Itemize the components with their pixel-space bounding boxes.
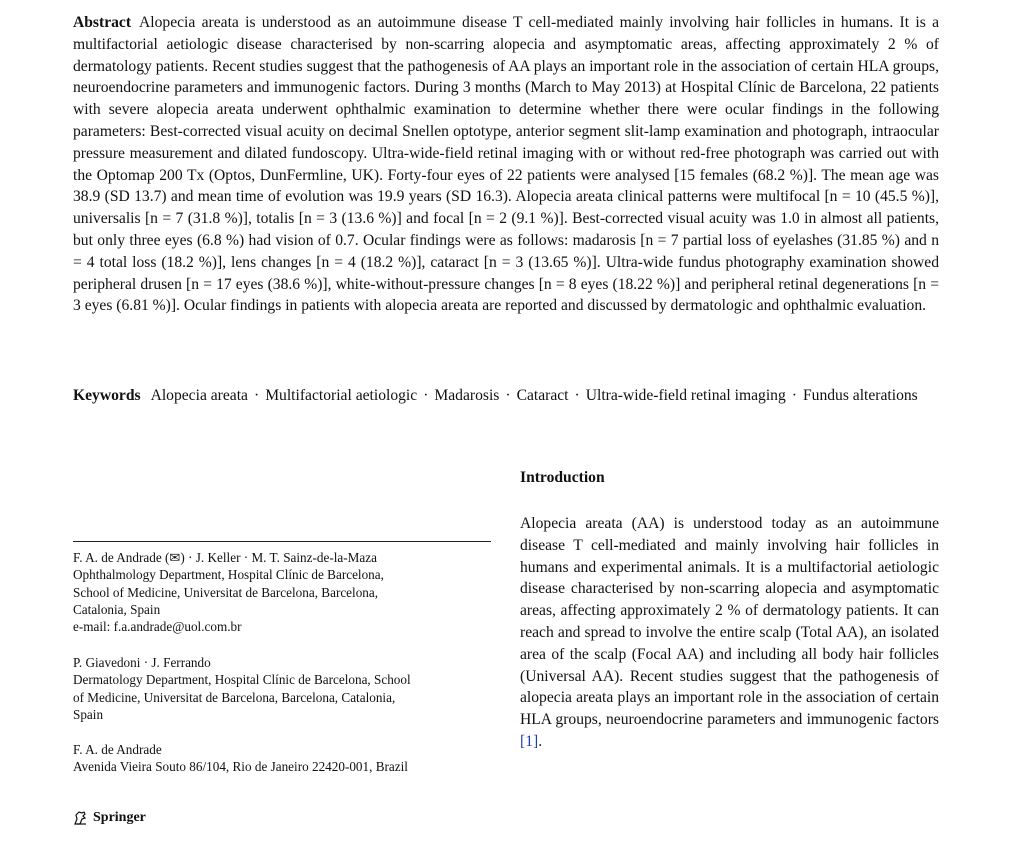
introduction-body: Alopecia areata (AA) is understood today as an autoimmune disease T cell-mediated and mainly involving hair follicles in humans and experimental animals. It is a multifactorial aetiologic disease characterised by non-scarring alopecia and asymptomatic areas, affecting approximately 2 % of dermatology patients. It can reach and spread to involve the entire scalp (Total AA), an isolated area of the scalp (Focal AA) and including all body hair follicles (Universal AA). Recent studies suggest that the pathogenesis of alopecia areata plays an important role in the association of certain HLA groups, neuroendocrine parameters and immunogenic factors <box>520 515 939 729</box>
keyword-separator: · <box>423 387 429 404</box>
affiliation-authors: F. A. de Andrade <box>73 742 162 757</box>
keyword-item: Fundus alterations <box>802 387 918 404</box>
affiliation-line: School of Medicine, Universitat de Barcelona, Barcelona, <box>73 584 379 600</box>
keyword-separator: · <box>574 387 580 404</box>
affiliation-block <box>73 549 493 635</box>
affiliation-email[interactable]: e-mail: f.a.andrade@uol.com.br <box>73 619 242 635</box>
citation-link[interactable]: [1] <box>520 732 539 750</box>
affiliation-line: of Medicine, Universitat de Barcelona, Barcelona, Catalonia, <box>73 689 396 705</box>
abstract <box>73 12 939 317</box>
springer-horse-icon <box>73 810 89 826</box>
introduction-heading: Introduction <box>520 469 605 486</box>
affiliation-authors: F. A. de Andrade (✉) · J. Keller · M. T. Sainz-de-la-Maza <box>73 550 377 565</box>
keyword-separator: · <box>253 387 260 404</box>
affiliation-line: Catalonia, Spain <box>73 601 161 617</box>
affiliation-line: Avenida Vieira Souto 86/104, Rio de Janeiro 22420-001, Brazil <box>73 759 408 775</box>
keyword-item: Cataract <box>516 387 569 404</box>
keywords <box>73 385 939 407</box>
keywords-label: Keywords <box>73 387 141 404</box>
affiliation-line: Dermatology Department, Hospital Clínic de Barcelona, School <box>73 672 411 688</box>
abstract-label: Abstract <box>73 14 132 31</box>
introduction-end: . <box>538 732 543 750</box>
keyword-item: Multifactorial aetiologic <box>265 387 418 404</box>
keyword-item: Madarosis <box>434 387 500 404</box>
affiliation-line: Ophthalmology Department, Hospital Clínic de Barcelona, <box>73 567 384 583</box>
abstract-text: Alopecia areata is understood as an autoimmune disease T cell-mediated mainly involving hair follicles in humans. It is a multifactorial aetiologic disease characterised by non-scarring alopecia and asymptomatic areas, affecting approximately 2 % of dermatology patients. Recent studies suggest that the pathogenesis of AA plays an important role in the association of certain HLA groups, neuroendocrine parameters and immunogenic factors. During 3 months (March to May 2013) at Hospital Clínic de Barcelona, 22 patients with severe alopecia areata underwent ophthalmic examination to determine whether there were ocular findings in the following parameters: Best-corrected visual acuity on decimal Snellen optotype, anterior segment slit-lamp examination and photograph, intraocular pressure measurement and dilated fundoscopy. Ultra-wide-field retinal imaging with or without red-free photograph was carried out with the Optomap 200 Tx (Optos, DunFermline, UK). Forty-four eyes of 22 patients were analysed [15 females (68.2 %)]. The mean age was 38.9 (SD 13.7) and mean time of evolution was 19.9 years (SD 16.3). Alopecia areata clinical patterns were multifocal [n = 10 (45.5 %)], universalis [n = 7 (31.8 %)], totalis [n = 3 (13.6 %)] and focal [n = 2 (9.1 %)]. Best-corrected visual acuity was 1.0 in almost all patients, but only three eyes (6.8 %) had vision of 0.7. Ocular findings were as follows: madarosis [n = 7 partial loss of eyelashes (31.85 %) and n = 4 total loss (18.2 %)], lens changes [n = 4 (18.2 %)], cataract [n = 3 (13.65 %)]. Ultra-wide fundus photography examination showed peripheral drusen [n = 17 eyes (38.6 %)], white-without-pressure changes [n = 8 eyes (18.22 %)] and peripheral retinal degenerations [n = 3 eyes (6.81 %)]. Ocular findings in patients with alopecia areata are reported and discussed by dermatologic and ophthalmic evaluation. <box>73 14 939 315</box>
footnote-rule <box>73 541 491 542</box>
keyword-separator: · <box>505 387 511 404</box>
springer-footer <box>73 810 146 826</box>
affiliation-block <box>73 741 493 776</box>
affiliation-authors: P. Giavedoni · J. Ferrando <box>73 655 211 670</box>
keyword-item: Alopecia areata <box>150 387 248 404</box>
keyword-separator: · <box>791 387 797 404</box>
affiliation-line: Spain <box>73 706 104 722</box>
introduction-text <box>520 513 939 753</box>
affiliation-block <box>73 654 493 723</box>
publisher-name: Springer <box>93 810 146 825</box>
keyword-item: Ultra-wide-field retinal imaging <box>585 387 786 404</box>
